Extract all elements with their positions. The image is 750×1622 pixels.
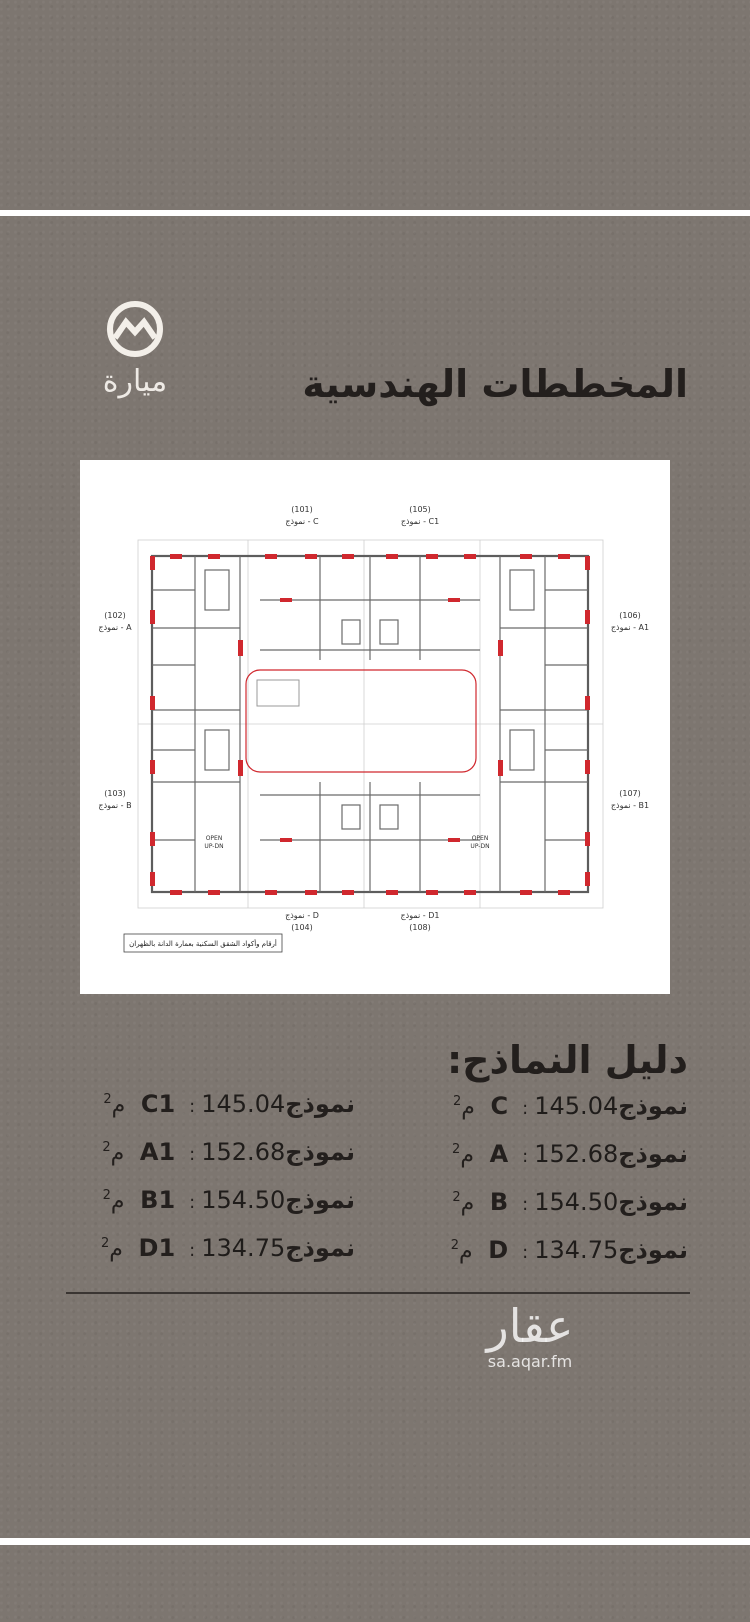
top-band <box>0 0 750 210</box>
model-word: نموذج <box>285 1186 355 1214</box>
model-unit: م <box>458 1239 473 1264</box>
unit-label-107: نموذج - B1 <box>610 801 650 810</box>
unit-number-101: (101) <box>291 505 313 514</box>
model-unit-sup: 2 <box>452 1190 461 1205</box>
model-separator: : <box>189 1240 196 1261</box>
model-code: D1 <box>138 1234 176 1262</box>
open-label-left: OPEN <box>205 835 223 842</box>
model-separator: : <box>522 1146 529 1167</box>
aqar-watermark <box>450 1300 610 1371</box>
model-unit-sup: 2 <box>101 1236 110 1251</box>
model-unit: م <box>109 1237 123 1262</box>
model-separator: : <box>522 1194 529 1215</box>
open-sub-left: UP-DN <box>204 843 224 850</box>
unit-label-108: نموذج - D1 <box>400 911 440 920</box>
model-unit: م <box>461 1095 475 1120</box>
model-separator: : <box>522 1242 529 1263</box>
model-code: A <box>489 1140 509 1168</box>
brand-logo <box>100 300 170 400</box>
unit-label-101: نموذج - C <box>285 517 319 526</box>
model-separator: : <box>189 1096 196 1117</box>
model-code: B1 <box>140 1186 176 1214</box>
model-area: 134.75 <box>201 1234 286 1262</box>
model-row-c1 <box>103 1090 355 1118</box>
page-title: المخططات الهندسية <box>302 362 688 406</box>
unit-number-103: (103) <box>104 789 126 798</box>
model-word: نموذج <box>285 1090 355 1118</box>
model-unit-sup: 2 <box>102 1140 111 1155</box>
unit-label-104: نموذج - D <box>285 911 319 920</box>
plan-caption: أرقام وأكواد الشقق السكنية بعمارة الدانة بالظهران <box>129 940 277 948</box>
model-separator: : <box>189 1144 196 1165</box>
model-word: نموذج <box>618 1140 688 1168</box>
model-area: 152.68 <box>201 1138 286 1166</box>
unit-label-103: نموذج - B <box>98 801 132 810</box>
model-row-a1 <box>102 1138 355 1166</box>
model-row-a <box>452 1140 688 1168</box>
model-unit: م <box>460 1143 474 1168</box>
unit-number-107: (107) <box>619 789 641 798</box>
model-unit-sup: 2 <box>452 1142 461 1157</box>
brand-name: ميارة <box>102 364 168 399</box>
unit-label-102: نموذج - A <box>98 623 132 632</box>
model-unit-sup: 2 <box>102 1188 111 1203</box>
model-separator: : <box>522 1098 529 1119</box>
mountain-in-circle-icon <box>106 300 164 358</box>
model-separator: : <box>189 1192 196 1213</box>
model-code: B <box>489 1188 509 1216</box>
model-unit: م <box>110 1141 125 1166</box>
unit-number-106: (106) <box>619 611 641 620</box>
unit-number-104: (104) <box>291 923 313 932</box>
model-row-c <box>453 1092 688 1120</box>
model-unit: م <box>110 1189 125 1214</box>
model-unit-sup: 2 <box>450 1238 459 1253</box>
model-unit-sup: 2 <box>103 1092 112 1107</box>
model-word: نموذج <box>618 1188 688 1216</box>
model-word: نموذج <box>285 1234 355 1262</box>
model-row-b1 <box>103 1186 355 1214</box>
model-code: A1 <box>139 1138 176 1166</box>
unit-label-106: نموذج - A1 <box>610 623 650 632</box>
model-area: 145.04 <box>534 1092 619 1120</box>
model-word: نموذج <box>618 1092 688 1120</box>
model-word: نموذج <box>618 1236 688 1264</box>
model-code: D <box>488 1236 509 1264</box>
guide-title: دليل النماذج: <box>446 1038 688 1082</box>
unit-number-102: (102) <box>104 611 126 620</box>
model-area: 154.50 <box>534 1188 619 1216</box>
floor-plan-drawing <box>80 460 670 994</box>
watermark-word: عقار <box>486 1299 574 1353</box>
guide-divider <box>66 1292 690 1294</box>
model-word: نموذج <box>285 1138 355 1166</box>
model-unit: م <box>460 1191 475 1216</box>
model-area: 152.68 <box>534 1140 619 1168</box>
unit-number-108: (108) <box>409 923 431 932</box>
unit-label-105: نموذج - C1 <box>400 517 440 526</box>
floor-plan-svg <box>80 460 670 994</box>
watermark-url: sa.aqar.fm <box>487 1352 573 1371</box>
model-area: 145.04 <box>201 1090 286 1118</box>
model-unit: م <box>111 1093 126 1118</box>
model-area: 134.75 <box>534 1236 619 1264</box>
open-sub-right: UP-DN <box>470 843 490 850</box>
model-row-d <box>451 1236 688 1264</box>
model-code: C <box>490 1092 509 1120</box>
model-row-d1 <box>101 1234 355 1262</box>
model-unit-sup: 2 <box>453 1094 462 1109</box>
unit-number-105: (105) <box>409 505 431 514</box>
bottom-band <box>0 1545 750 1622</box>
model-code: C1 <box>140 1090 176 1118</box>
model-area: 154.50 <box>201 1186 286 1214</box>
open-label-right: OPEN <box>471 835 489 842</box>
model-row-b <box>452 1188 688 1216</box>
